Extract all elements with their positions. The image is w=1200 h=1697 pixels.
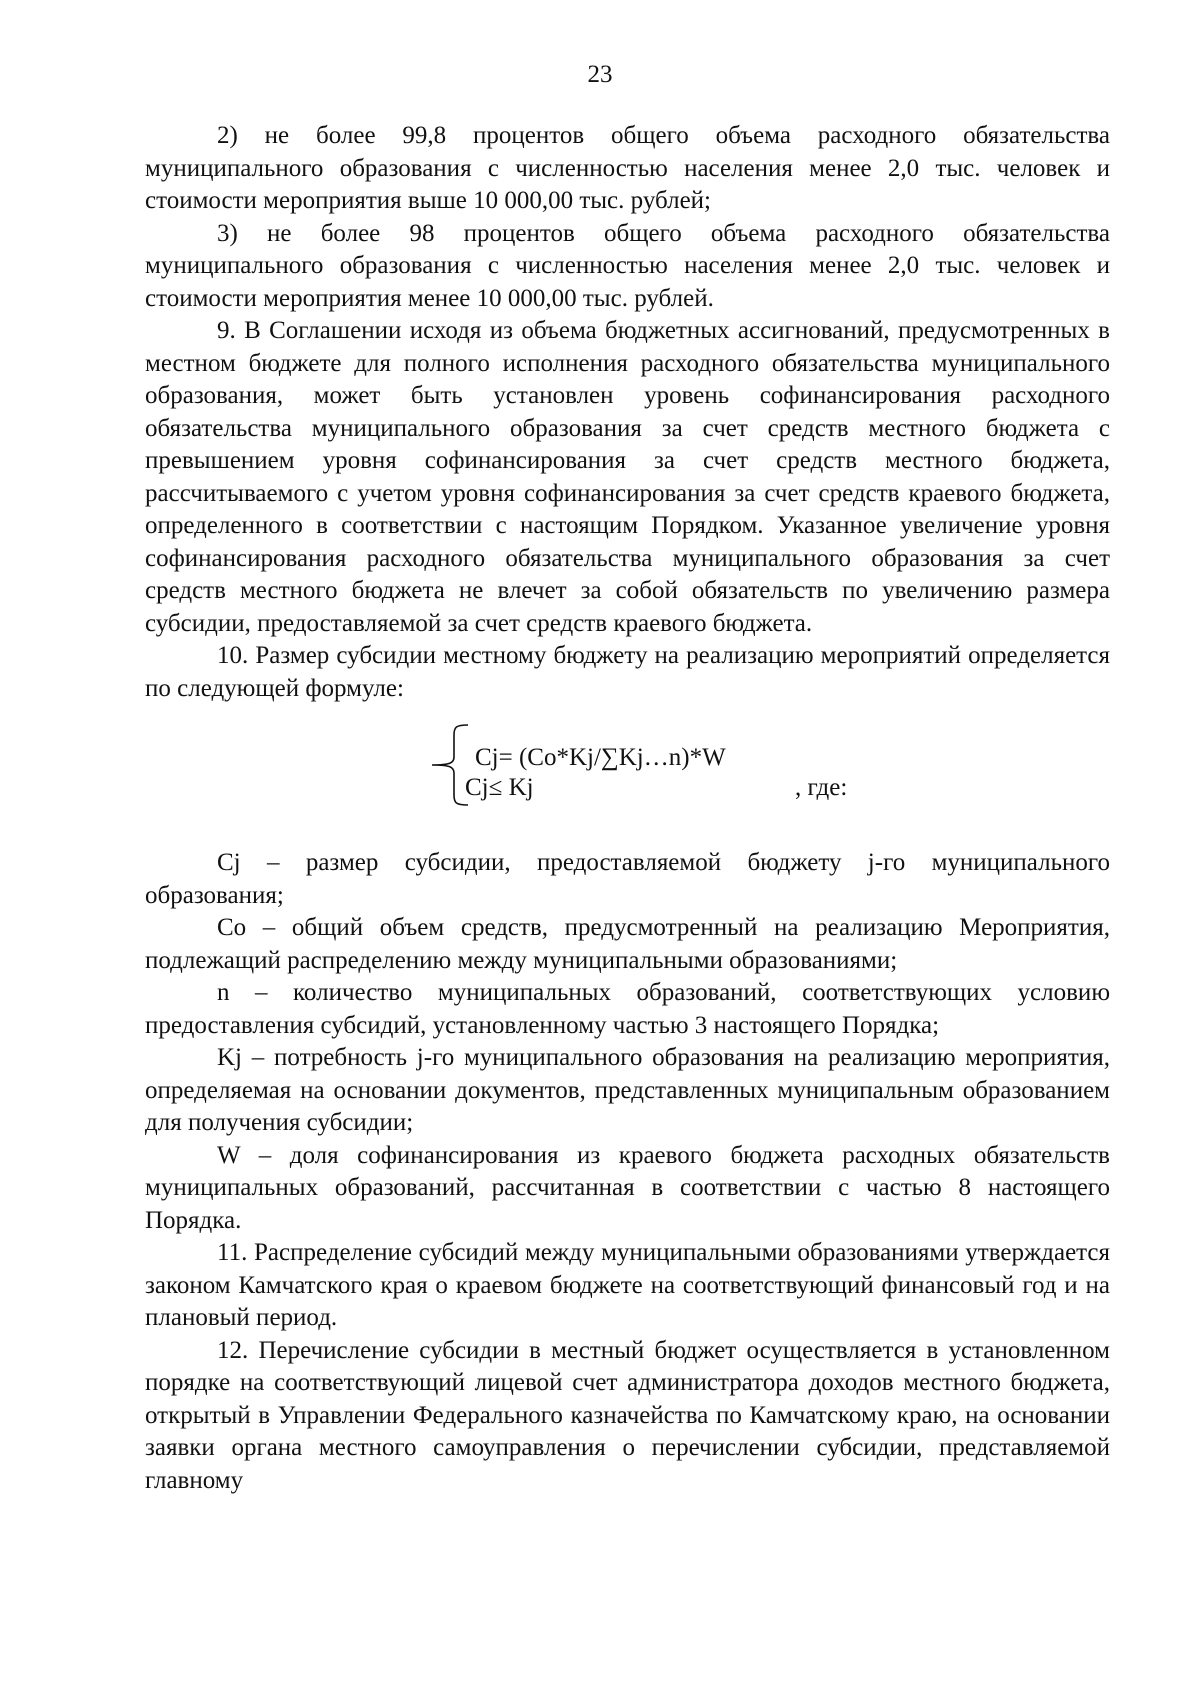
formula-block (145, 709, 1110, 847)
paragraph-clause-12: 12. Перечисление субсидии в местный бюджет осуществляется в установленном порядке на соответствующий лицевой счет администратора доходов местного бюджета, открытый в Управлении Федерального казначейства по Камчатскому краю, на основании заявки органа местного самоуправления о перечислении субсидии, представляемой главному (145, 1336, 1110, 1494)
paragraph-clause-11: 11. Распределение субсидий между муниципальными образованиями утверждается законом Камчатского края о краевом бюджете на соответствующий финансовый год и на плановый период. (145, 1239, 1110, 1331)
paragraph-item-2: 2) не более 99,8 процентов общего объема расходного обязательства муниципального образования с численностью населения менее 2,0 тыс. человек и стоимости мероприятия выше 10 000,00 тыс. рублей; (145, 122, 1110, 214)
formula-where-label: , где: (795, 774, 848, 801)
paragraph-item-3: 3) не более 98 процентов общего объема расходного обязательства муниципального образования с численностью населения менее 2,0 тыс. человек и стоимости мероприятия менее 10 000,00 тыс. рублей. (145, 219, 1110, 312)
formula-line-1: Cj= (Co*Kj/∑Kj…n)*W (475, 744, 726, 771)
brace-icon (428, 723, 470, 807)
formula-line-2: Cj≤ Kj (465, 774, 534, 801)
definition-w: W – доля софинансирования из краевого бюджета расходных обязательств муниципальных образований, рассчитанная в соответствии с частью 8 настоящего Порядка. (145, 1141, 1110, 1234)
page-number: 23 (587, 61, 613, 88)
paragraph-clause-10: 10. Размер субсидии местному бюджету на реализацию мероприятий определяется по следующей формуле: (145, 642, 1110, 702)
definition-cj: Cj – размер субсидии, предоставляемой бюджету j-го муниципального образования; (145, 849, 1110, 909)
definition-n: n – количество муниципальных образований, соответствующих условию предоставления субсидий, установленному частью 3 настоящего Порядка; (145, 979, 1110, 1039)
document-body (145, 120, 1110, 1497)
definition-kj: Kj – потребность j-го муниципального образования на реализацию мероприятия, определяемая на основании документов, представленных муниципальным образованием для получения субсидии; (145, 1044, 1110, 1136)
definition-co: Co – общий объем средств, предусмотренный на реализацию Мероприятия, подлежащий распределению между муниципальными образованиями; (145, 914, 1110, 974)
paragraph-clause-9: 9. В Соглашении исходя из объема бюджетных ассигнований, предусмотренных в местном бюджете для полного исполнения расходного обязательства муниципального образования, может быть установлен уровень софинансирования расходного обязательства муниципального образования за счет средств местного бюджета с превышением уровня софинансирования за счет средств местного бюджета, рассчитываемого с учетом уровня софинансирования за счет средств краевого бюджета, определенного в соответствии с настоящим Порядком. Указанное увеличение уровня софинансирования расходного обязательства муниципального образования за счет средств местного бюджета не влечет за собой обязательств по увеличению размера субсидии, предоставляемой за счет средств краевого бюджета. (145, 317, 1110, 637)
